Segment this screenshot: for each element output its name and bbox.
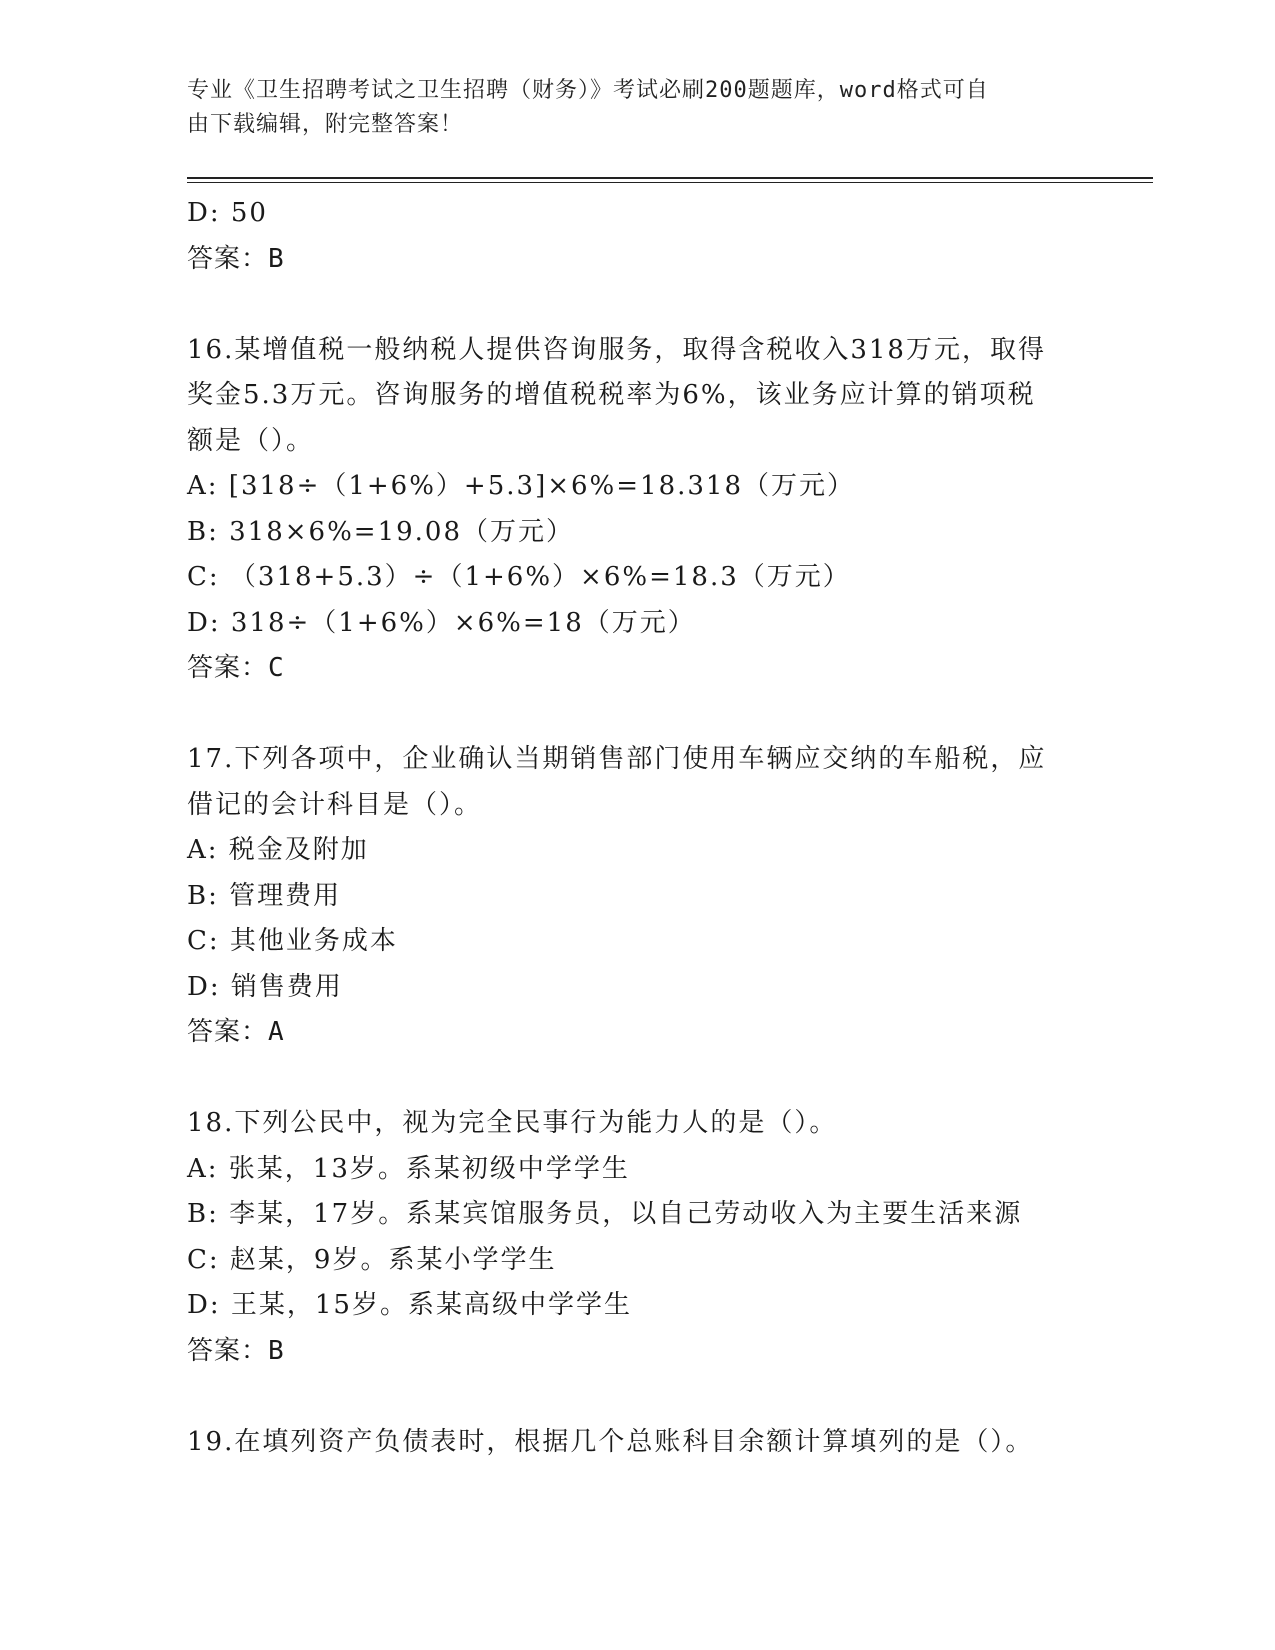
answer: 答案：B bbox=[187, 243, 285, 274]
question-17 bbox=[187, 737, 1087, 1056]
option-a: A: 税金及附加 bbox=[187, 835, 369, 865]
option-d: D: 318÷（1+6%）×6%=18（万元） bbox=[187, 607, 696, 638]
question-text: 借记的会计科目是（）。 bbox=[187, 789, 483, 820]
header-line-1: 专业《卫生招聘考试之卫生招聘（财务）》考试必刷200题题库，word格式可自 bbox=[187, 78, 989, 103]
option-d: D: 50 bbox=[187, 198, 268, 228]
option-b: B: 管理费用 bbox=[187, 880, 342, 911]
option-d: D: 王某，15岁。系某高级中学学生 bbox=[187, 1290, 632, 1320]
question-text: 额是（）。 bbox=[187, 425, 315, 456]
question-text: 17.下列各项中，企业确认当期销售部门使用车辆应交纳的车船税，应 bbox=[187, 744, 1047, 774]
answer: 答案：C bbox=[187, 653, 285, 683]
answer: 答案：B bbox=[187, 1335, 285, 1366]
option-c: C: （318+5.3）÷（1+6%）×6%=18.3（万元） bbox=[187, 562, 851, 592]
option-a: A: [318÷（1+6%）+5.3]×6%=18.318（万元） bbox=[187, 471, 855, 501]
header-line-2: 由下载编辑，附完整答案！ bbox=[187, 112, 464, 137]
spacer bbox=[187, 1056, 1087, 1102]
option-c: C: 其他业务成本 bbox=[187, 926, 398, 956]
option-c: C: 赵某，9岁。系某小学学生 bbox=[187, 1244, 557, 1275]
question-19 bbox=[187, 1420, 1087, 1466]
option-a: A: 张某，13岁。系某初级中学学生 bbox=[187, 1153, 630, 1184]
spacer bbox=[187, 282, 1087, 328]
answer: 答案：A bbox=[187, 1017, 285, 1047]
option-b: B: 318×6%=19.08（万元） bbox=[187, 516, 575, 547]
option-d: D: 销售费用 bbox=[187, 971, 343, 1002]
header-divider-thin bbox=[187, 182, 1153, 183]
header-divider-thick bbox=[187, 177, 1153, 179]
document-body bbox=[187, 191, 1087, 1465]
page-header bbox=[187, 74, 1067, 142]
spacer bbox=[187, 1374, 1087, 1420]
question-15-tail bbox=[187, 191, 1087, 282]
question-16 bbox=[187, 328, 1087, 692]
spacer bbox=[187, 692, 1087, 738]
question-text: 16.某增值税一般纳税人提供咨询服务，取得含税收入318万元，取得 bbox=[187, 334, 1046, 365]
option-b: B: 李某，17岁。系某宾馆服务员，以自己劳动收入为主要生活来源 bbox=[187, 1199, 1023, 1229]
question-text: 18.下列公民中，视为完全民事行为能力人的是（）。 bbox=[187, 1108, 838, 1138]
question-text: 奖金5.3万元。咨询服务的增值税税率为6%，该业务应计算的销项税 bbox=[187, 380, 1036, 410]
question-text: 19.在填列资产负债表时，根据几个总账科目余额计算填列的是（）。 bbox=[187, 1426, 1034, 1457]
question-18 bbox=[187, 1101, 1087, 1374]
